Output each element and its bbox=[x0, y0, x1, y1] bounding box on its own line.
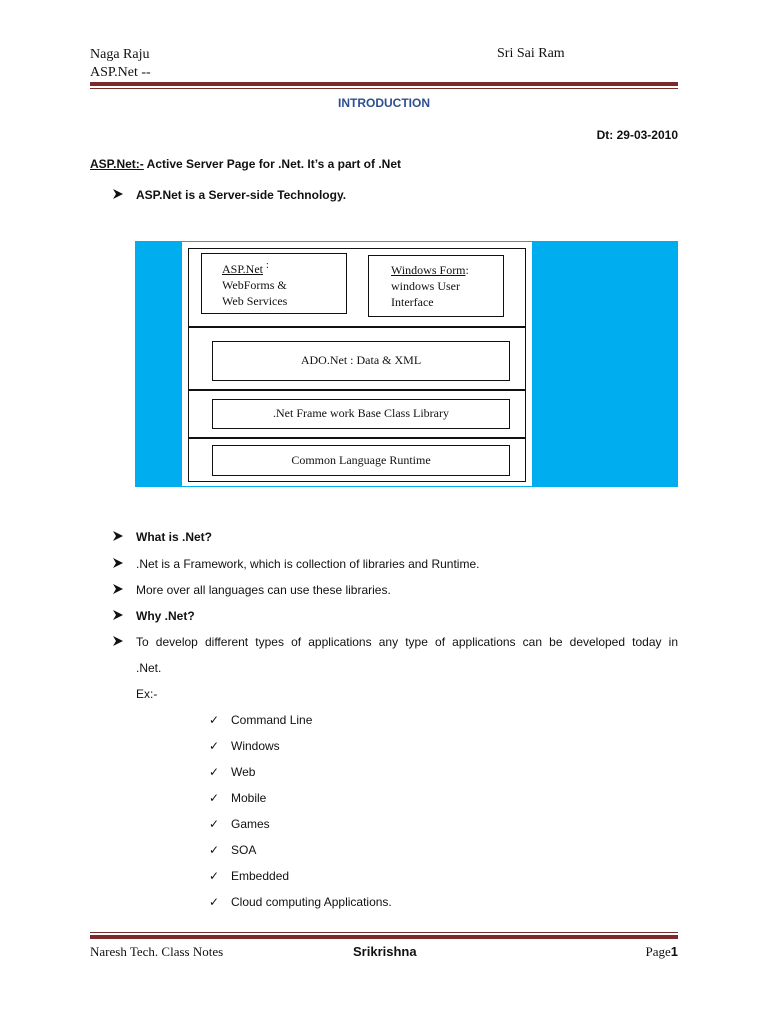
clr-label: Common Language Runtime bbox=[291, 453, 431, 467]
header-left bbox=[90, 46, 151, 82]
page-number bbox=[645, 944, 678, 960]
aspnet-box-title: ASP.Net bbox=[222, 262, 264, 276]
aspnet-box-colon: : bbox=[266, 260, 269, 271]
ado-net-label: ADO.Net : Data & XML bbox=[300, 353, 422, 367]
header-rule-thick bbox=[90, 82, 678, 86]
footer-rule-thin bbox=[90, 932, 678, 933]
example-text: Cloud computing Applications. bbox=[231, 895, 392, 909]
checkmark-icon: ✓ bbox=[209, 895, 220, 909]
definition-term: ASP.Net:- bbox=[90, 157, 144, 171]
example-text: Embedded bbox=[231, 869, 290, 883]
arrowhead-bullet-icon bbox=[112, 609, 136, 624]
example-text: Windows bbox=[231, 739, 280, 753]
checkmark-icon: ✓ bbox=[209, 765, 220, 779]
windows-form-colon: : bbox=[465, 263, 469, 277]
example-text: Mobile bbox=[231, 791, 267, 805]
bullet-item bbox=[112, 530, 212, 545]
document-subject: ASP.Net -- bbox=[90, 65, 151, 80]
checkmark-icon: ✓ bbox=[209, 869, 220, 883]
arrowhead-bullet-icon bbox=[112, 583, 136, 598]
bullet-item bbox=[112, 557, 479, 572]
example-item bbox=[209, 869, 289, 883]
header-rule-thin bbox=[90, 88, 678, 89]
footer-rule-thick bbox=[90, 935, 678, 939]
arrowhead-bullet-icon bbox=[112, 188, 136, 203]
document-date: Dt: 29-03-2010 bbox=[596, 128, 678, 142]
diagram-canvas bbox=[182, 242, 532, 486]
example-item bbox=[209, 713, 312, 727]
bullet-item bbox=[112, 635, 678, 650]
ado-net-box bbox=[212, 341, 510, 381]
bullet-continuation: .Net. bbox=[136, 661, 162, 675]
example-label: Ex:- bbox=[136, 687, 158, 701]
page-label: Page bbox=[645, 944, 671, 959]
checkmark-icon: ✓ bbox=[209, 817, 220, 831]
checkmark-icon: ✓ bbox=[209, 739, 220, 753]
aspnet-box-line1: WebForms & bbox=[222, 278, 287, 292]
checkmark-icon: ✓ bbox=[209, 843, 220, 857]
definition-line bbox=[90, 157, 401, 171]
base-class-library-box bbox=[212, 399, 510, 429]
checkmark-icon: ✓ bbox=[209, 713, 220, 727]
bullet-text: What is .Net? bbox=[136, 530, 213, 544]
diagram-divider bbox=[189, 437, 525, 439]
windows-form-title: Windows Form bbox=[391, 263, 466, 277]
bullet-text: .Net is a Framework, which is collection of libraries and Runtime. bbox=[136, 557, 480, 571]
author-name: Naga Raju bbox=[90, 47, 150, 62]
diagram-divider bbox=[189, 389, 525, 391]
diagram-divider bbox=[189, 326, 525, 328]
aspnet-box-line2: Web Services bbox=[222, 294, 288, 308]
bullet-item bbox=[112, 583, 391, 598]
example-item bbox=[209, 791, 266, 805]
arrowhead-bullet-icon bbox=[112, 530, 136, 545]
page-number-value: 1 bbox=[670, 944, 678, 959]
page-title: INTRODUCTION bbox=[338, 96, 430, 110]
windows-form-line1: windows User bbox=[391, 279, 460, 293]
definition-text: Active Server Page for .Net. It’s a part of .Net bbox=[143, 157, 401, 171]
arrowhead-bullet-icon bbox=[112, 557, 136, 572]
bullet-server-side bbox=[112, 188, 346, 203]
example-item bbox=[209, 843, 256, 857]
aspnet-box bbox=[201, 253, 347, 314]
example-item bbox=[209, 765, 255, 779]
example-text: Games bbox=[231, 817, 270, 831]
header-dedication: Sri Sai Ram bbox=[497, 46, 565, 61]
arrowhead-bullet-icon bbox=[112, 635, 136, 650]
base-class-library-label: .Net Frame work Base Class Library bbox=[273, 406, 449, 420]
bullet-text: To develop different types of applications any type of applications can be developed today in bbox=[136, 635, 678, 649]
checkmark-icon: ✓ bbox=[209, 791, 220, 805]
example-item bbox=[209, 817, 270, 831]
windows-form-line2: Interface bbox=[391, 295, 434, 309]
example-text: Command Line bbox=[231, 713, 313, 727]
example-item bbox=[209, 739, 280, 753]
example-item bbox=[209, 895, 392, 909]
footer-left-text: Naresh Tech. Class Notes bbox=[90, 944, 224, 959]
bullet-text: Why .Net? bbox=[136, 609, 195, 623]
bullet-item bbox=[112, 609, 195, 624]
bullet-text: ASP.Net is a Server-side Technology. bbox=[136, 188, 347, 202]
example-text: SOA bbox=[231, 843, 257, 857]
architecture-diagram bbox=[135, 241, 678, 487]
example-text: Web bbox=[231, 765, 256, 779]
bullet-text: More over all languages can use these libraries. bbox=[136, 583, 391, 597]
clr-box bbox=[212, 445, 510, 476]
footer-author: Srikrishna bbox=[353, 944, 417, 959]
windows-form-box bbox=[368, 255, 504, 317]
diagram-frame bbox=[188, 248, 526, 482]
